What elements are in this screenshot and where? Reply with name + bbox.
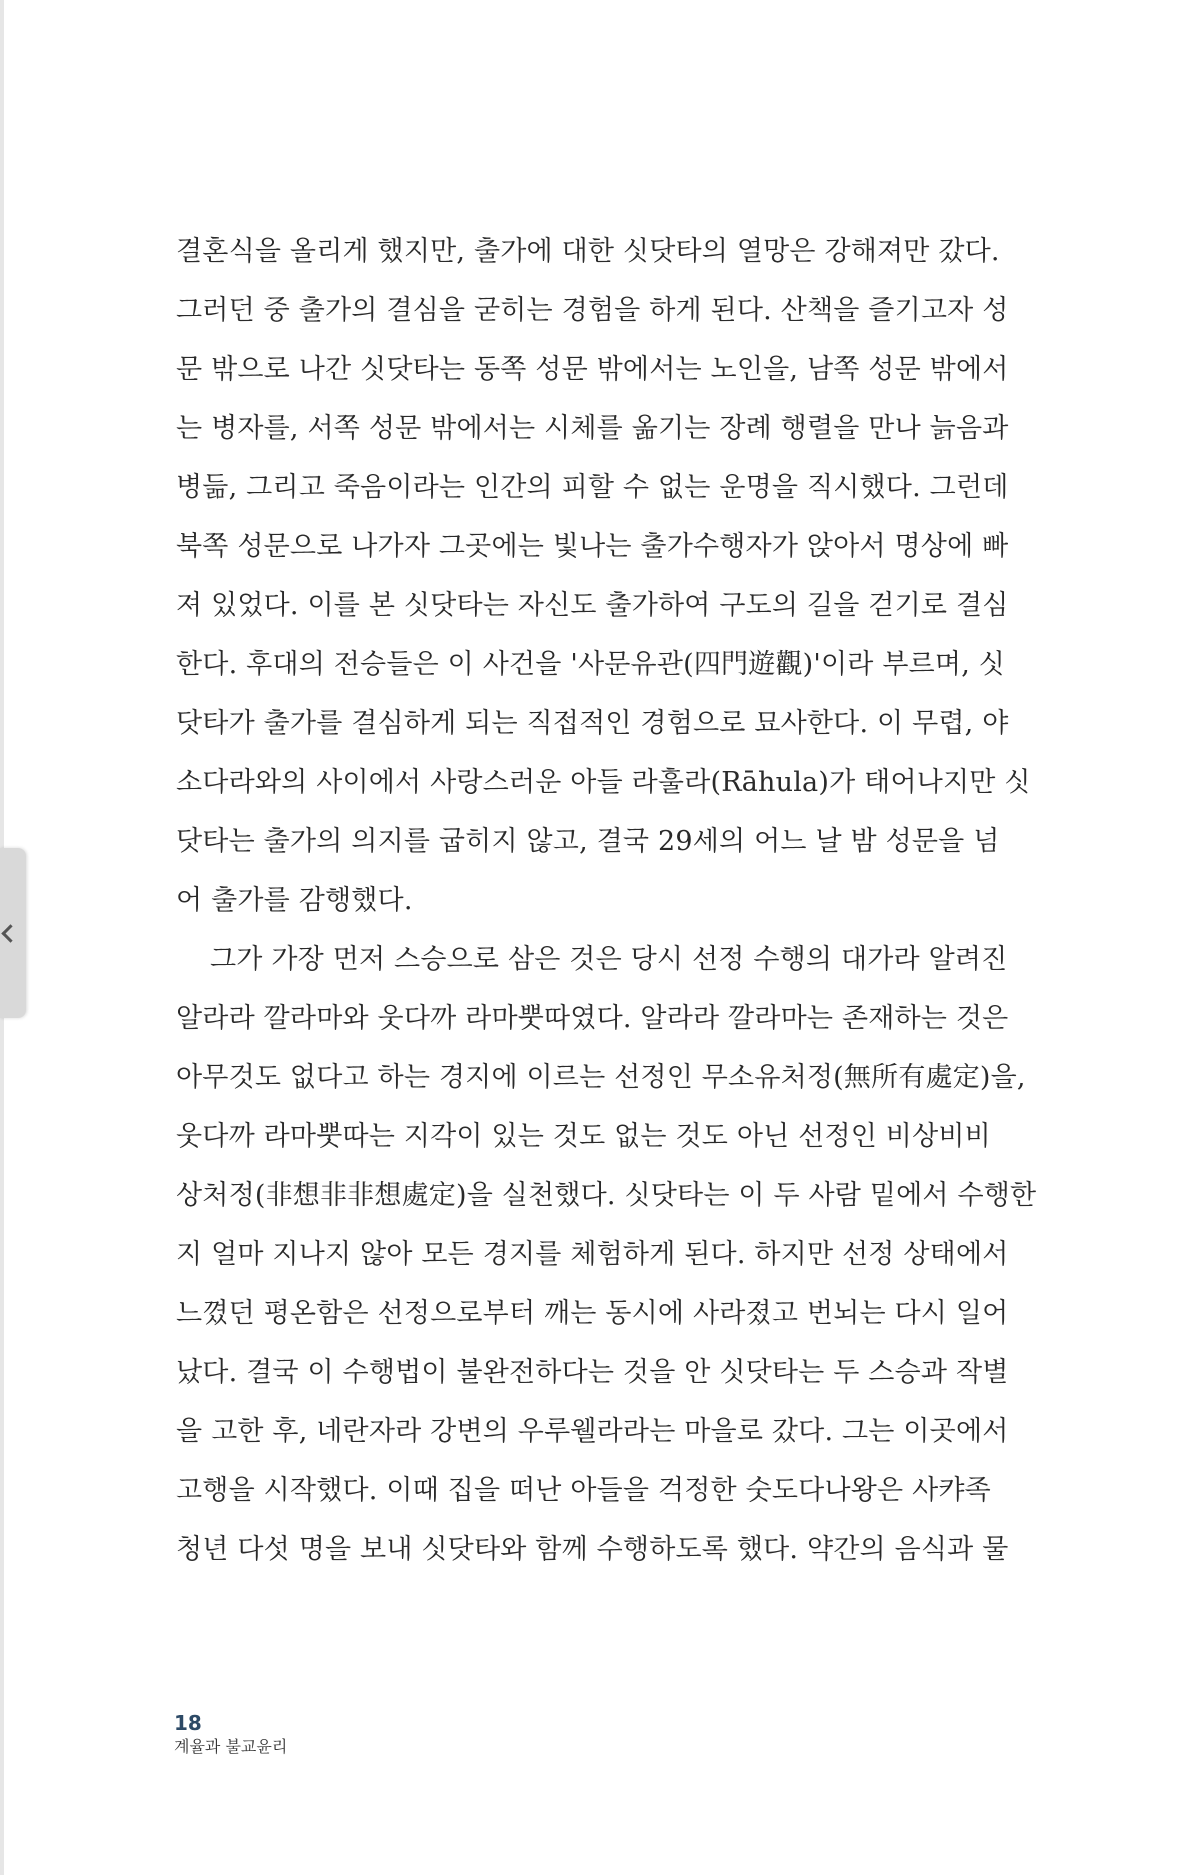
text-line: 는 병자를, 서쪽 성문 밖에서는 시체를 옮기는 장례 행렬을 만나 늙음과 (176, 413, 1009, 444)
book-title: 계율과 불교윤리 (174, 1737, 288, 1756)
text-line: 느꼈던 평온함은 선정으로부터 깨는 동시에 사라졌고 번뇌는 다시 일어 (176, 1298, 1009, 1329)
text-line: 문 밖으로 나간 싯닷타는 동쪽 성문 밖에서는 노인을, 남쪽 성문 밖에서 (176, 354, 1009, 385)
text-line: 한다. 후대의 전승들은 이 사건을 '사문유관(四門遊觀)'이라 부르며, 싯 (176, 649, 1006, 680)
text-line: 났다. 결국 이 수행법이 불완전하다는 것을 안 싯닷타는 두 스승과 작별 (176, 1357, 1009, 1388)
text-line: 결혼식을 올리게 했지만, 출가에 대한 싯닷타의 열망은 강해져만 갔다. (176, 236, 1000, 267)
text-line: 어 출가를 감행했다. (176, 885, 413, 916)
page-number: 18 (174, 1711, 202, 1735)
text-line: 을 고한 후, 네란자라 강변의 우루웰라라는 마을로 갔다. 그는 이곳에서 (176, 1416, 1009, 1447)
text-line: 닷타는 출가의 의지를 굽히지 않고, 결국 29세의 어느 날 밤 성문을 넘 (176, 826, 1000, 857)
body-text (176, 222, 1058, 1579)
text-line: 알라라 깔라마와 웃다까 라마뿟따였다. 알라라 깔라마는 존재하는 것은 (176, 1003, 1009, 1034)
page-footer (174, 1710, 287, 1758)
previous-page-tab[interactable] (0, 848, 26, 1018)
text-line-paragraph-start: 그가 가장 먼저 스승으로 삼은 것은 당시 선정 수행의 대가라 알려진 (210, 944, 1008, 975)
text-line: 고행을 시작했다. 이때 집을 떠난 아들을 걱정한 숫도다나왕은 사캬족 (176, 1475, 991, 1506)
text-line: 소다라와의 사이에서 사랑스러운 아들 라훌라(Rāhula)가 태어나지만 싯 (176, 767, 1031, 798)
chevron-left-icon (1, 924, 19, 942)
text-line: 그러던 중 출가의 결심을 굳히는 경험을 하게 된다. 산책을 즐기고자 성 (176, 295, 1009, 326)
text-line: 지 얼마 지나지 않아 모든 경지를 체험하게 된다. 하지만 선정 상태에서 (176, 1239, 1009, 1270)
text-line: 북쪽 성문으로 나가자 그곳에는 빛나는 출가수행자가 앉아서 명상에 빠 (176, 531, 1009, 562)
text-line: 청년 다섯 명을 보내 싯닷타와 함께 수행하도록 했다. 약간의 음식과 물 (176, 1534, 1009, 1565)
text-line: 닷타가 출가를 결심하게 되는 직접적인 경험으로 묘사한다. 이 무렵, 야 (176, 708, 1009, 739)
text-line: 병듦, 그리고 죽음이라는 인간의 피할 수 없는 운명을 직시했다. 그런데 (176, 472, 1009, 503)
text-line: 아무것도 없다고 하는 경지에 이르는 선정인 무소유처정(無所有處定)을, (176, 1062, 1026, 1093)
text-line: 져 있었다. 이를 본 싯닷타는 자신도 출가하여 구도의 길을 걷기로 결심 (176, 590, 1009, 621)
text-line: 웃다까 라마뿟따는 지각이 있는 것도 없는 것도 아닌 선정인 비상비비 (176, 1121, 991, 1152)
text-line: 상처정(非想非非想處定)을 실천했다. 싯닷타는 이 두 사람 밑에서 수행한 (176, 1180, 1037, 1211)
